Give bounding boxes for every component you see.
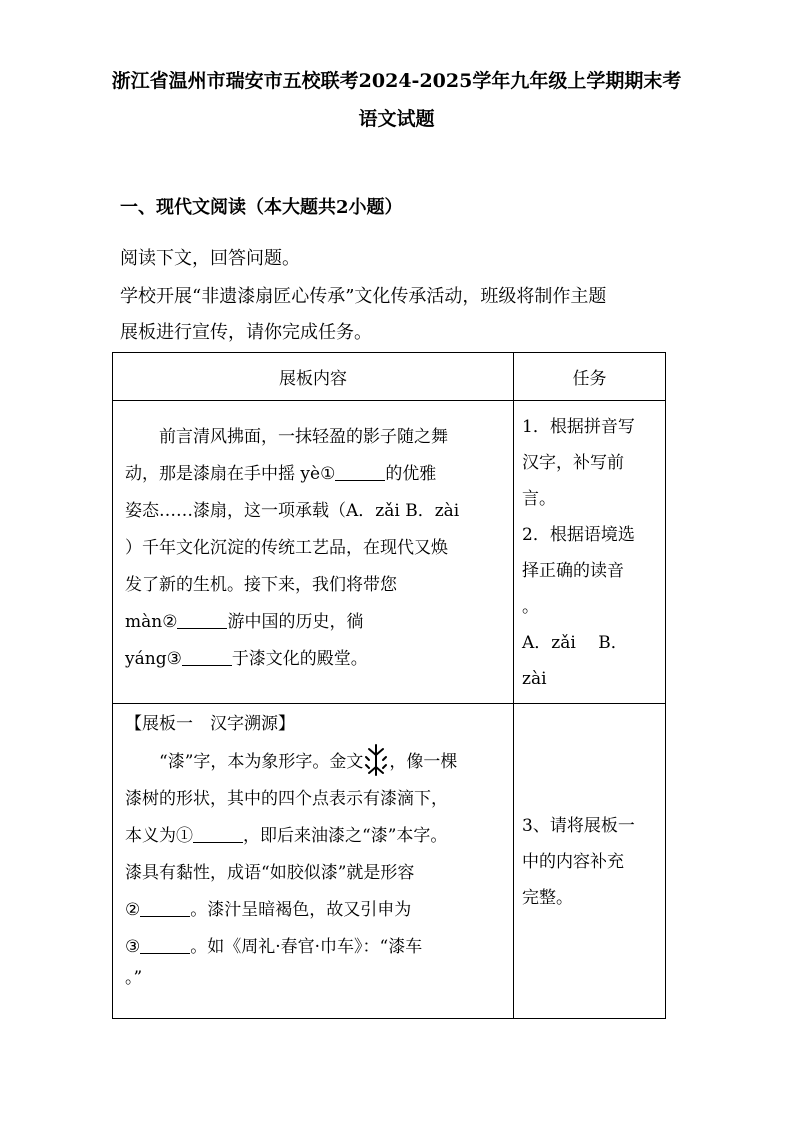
- header-task: 任务: [514, 353, 666, 401]
- preface-text: màn②: [125, 612, 178, 632]
- board-text: 本义为①: [125, 826, 193, 846]
- ancient-bronze-script-glyph-icon: [363, 743, 389, 777]
- preface-cell: [113, 401, 514, 704]
- preface-line7: [125, 641, 503, 678]
- preface-text: 的优雅: [385, 464, 437, 484]
- board-text: “漆”字，本为象形字。金文: [159, 752, 364, 772]
- preface-line5: 发了新的生机。接下来，我们将带您: [125, 575, 397, 595]
- board-one-line3: [125, 818, 503, 855]
- board-one-cell: [113, 704, 514, 1019]
- board-one-line7: 。”: [125, 968, 143, 988]
- board-text: 。漆汁呈暗褐色，故又引申为: [190, 900, 412, 920]
- preface-text: 动，那是漆扇在手中摇 yè①: [125, 464, 336, 484]
- answer-blank-4[interactable]: [193, 824, 243, 843]
- board-text: ，像一棵: [389, 752, 458, 772]
- task-line: 言。: [522, 489, 556, 509]
- doc-title-line2: 语文试题: [358, 108, 435, 130]
- task-cell-1: [514, 401, 666, 704]
- task-line: 汉字，补写前: [522, 453, 624, 473]
- preface-line2: [125, 456, 503, 493]
- answer-blank-1[interactable]: [335, 462, 385, 481]
- table-header-row: [113, 353, 666, 401]
- task-cell-2: [514, 704, 666, 1019]
- board-one-line4: 漆具有黏性，成语“如胶似漆”就是形容: [125, 863, 415, 883]
- task-line: 择正确的读音: [522, 561, 624, 581]
- preface-line3: 姿态……漆扇，这一项承载（A．zǎi B．zài: [125, 501, 460, 521]
- preface-text: yáng③: [125, 649, 182, 669]
- table-row-board-one: [113, 704, 666, 1019]
- answer-blank-2[interactable]: [177, 610, 227, 629]
- board-one-line1: [125, 743, 503, 781]
- preface-line6: [125, 604, 503, 641]
- preface-line4: ）千年文化沉淀的传统工艺品，在现代又焕: [125, 538, 448, 558]
- intro-line1: 阅读下文，回答问题。: [120, 248, 300, 269]
- answer-blank-5[interactable]: [140, 898, 190, 917]
- display-board-table: [112, 352, 666, 1019]
- board-one-line5: [125, 892, 503, 929]
- preface-line1: 前言清风拂面，一抹轻盈的影子随之舞: [159, 427, 448, 447]
- table-row-preface: [113, 401, 666, 704]
- section-heading: 一、现代文阅读（本大题共2小题）: [120, 197, 403, 218]
- task-line: 1．根据拼音写: [522, 417, 635, 437]
- answer-blank-3[interactable]: [182, 647, 232, 666]
- task-line: zài: [522, 669, 547, 689]
- task-line: 完整。: [522, 888, 573, 908]
- board-text: ③: [125, 937, 141, 957]
- preface-text: 于漆文化的殿堂。: [231, 649, 368, 669]
- board-text: ，即后来油漆之“漆”本字。: [243, 826, 448, 846]
- task-line: 。: [522, 597, 539, 617]
- board-text: 。如《周礼·春官·巾车》：“漆车: [190, 937, 423, 957]
- preface-text: 游中国的历史，徜: [227, 612, 364, 632]
- answer-blank-6[interactable]: [140, 935, 190, 954]
- board-one-line6: [125, 929, 503, 966]
- board-one-heading: 【展板一 汉字溯源】: [125, 714, 295, 734]
- board-text: ②: [125, 900, 141, 920]
- intro-line2: 学校开展“非遗漆扇匠心传承”文化传承活动，班级将制作主题: [120, 286, 607, 307]
- doc-title-line1: 浙江省温州市瑞安市五校联考2024-2025学年九年级上学期期末考: [111, 70, 682, 92]
- header-board-content: 展板内容: [113, 353, 514, 401]
- task-line: A．zǎi B．: [522, 633, 628, 653]
- task-line: 中的内容补充: [522, 852, 624, 872]
- board-one-line2: 漆树的形状，其中的四个点表示有漆滴下，: [125, 789, 448, 809]
- task-line: 3、请将展板一: [522, 816, 635, 836]
- task-line: 2．根据语境选: [522, 525, 635, 545]
- intro-line3: 展板进行宣传，请你完成任务。: [120, 322, 372, 343]
